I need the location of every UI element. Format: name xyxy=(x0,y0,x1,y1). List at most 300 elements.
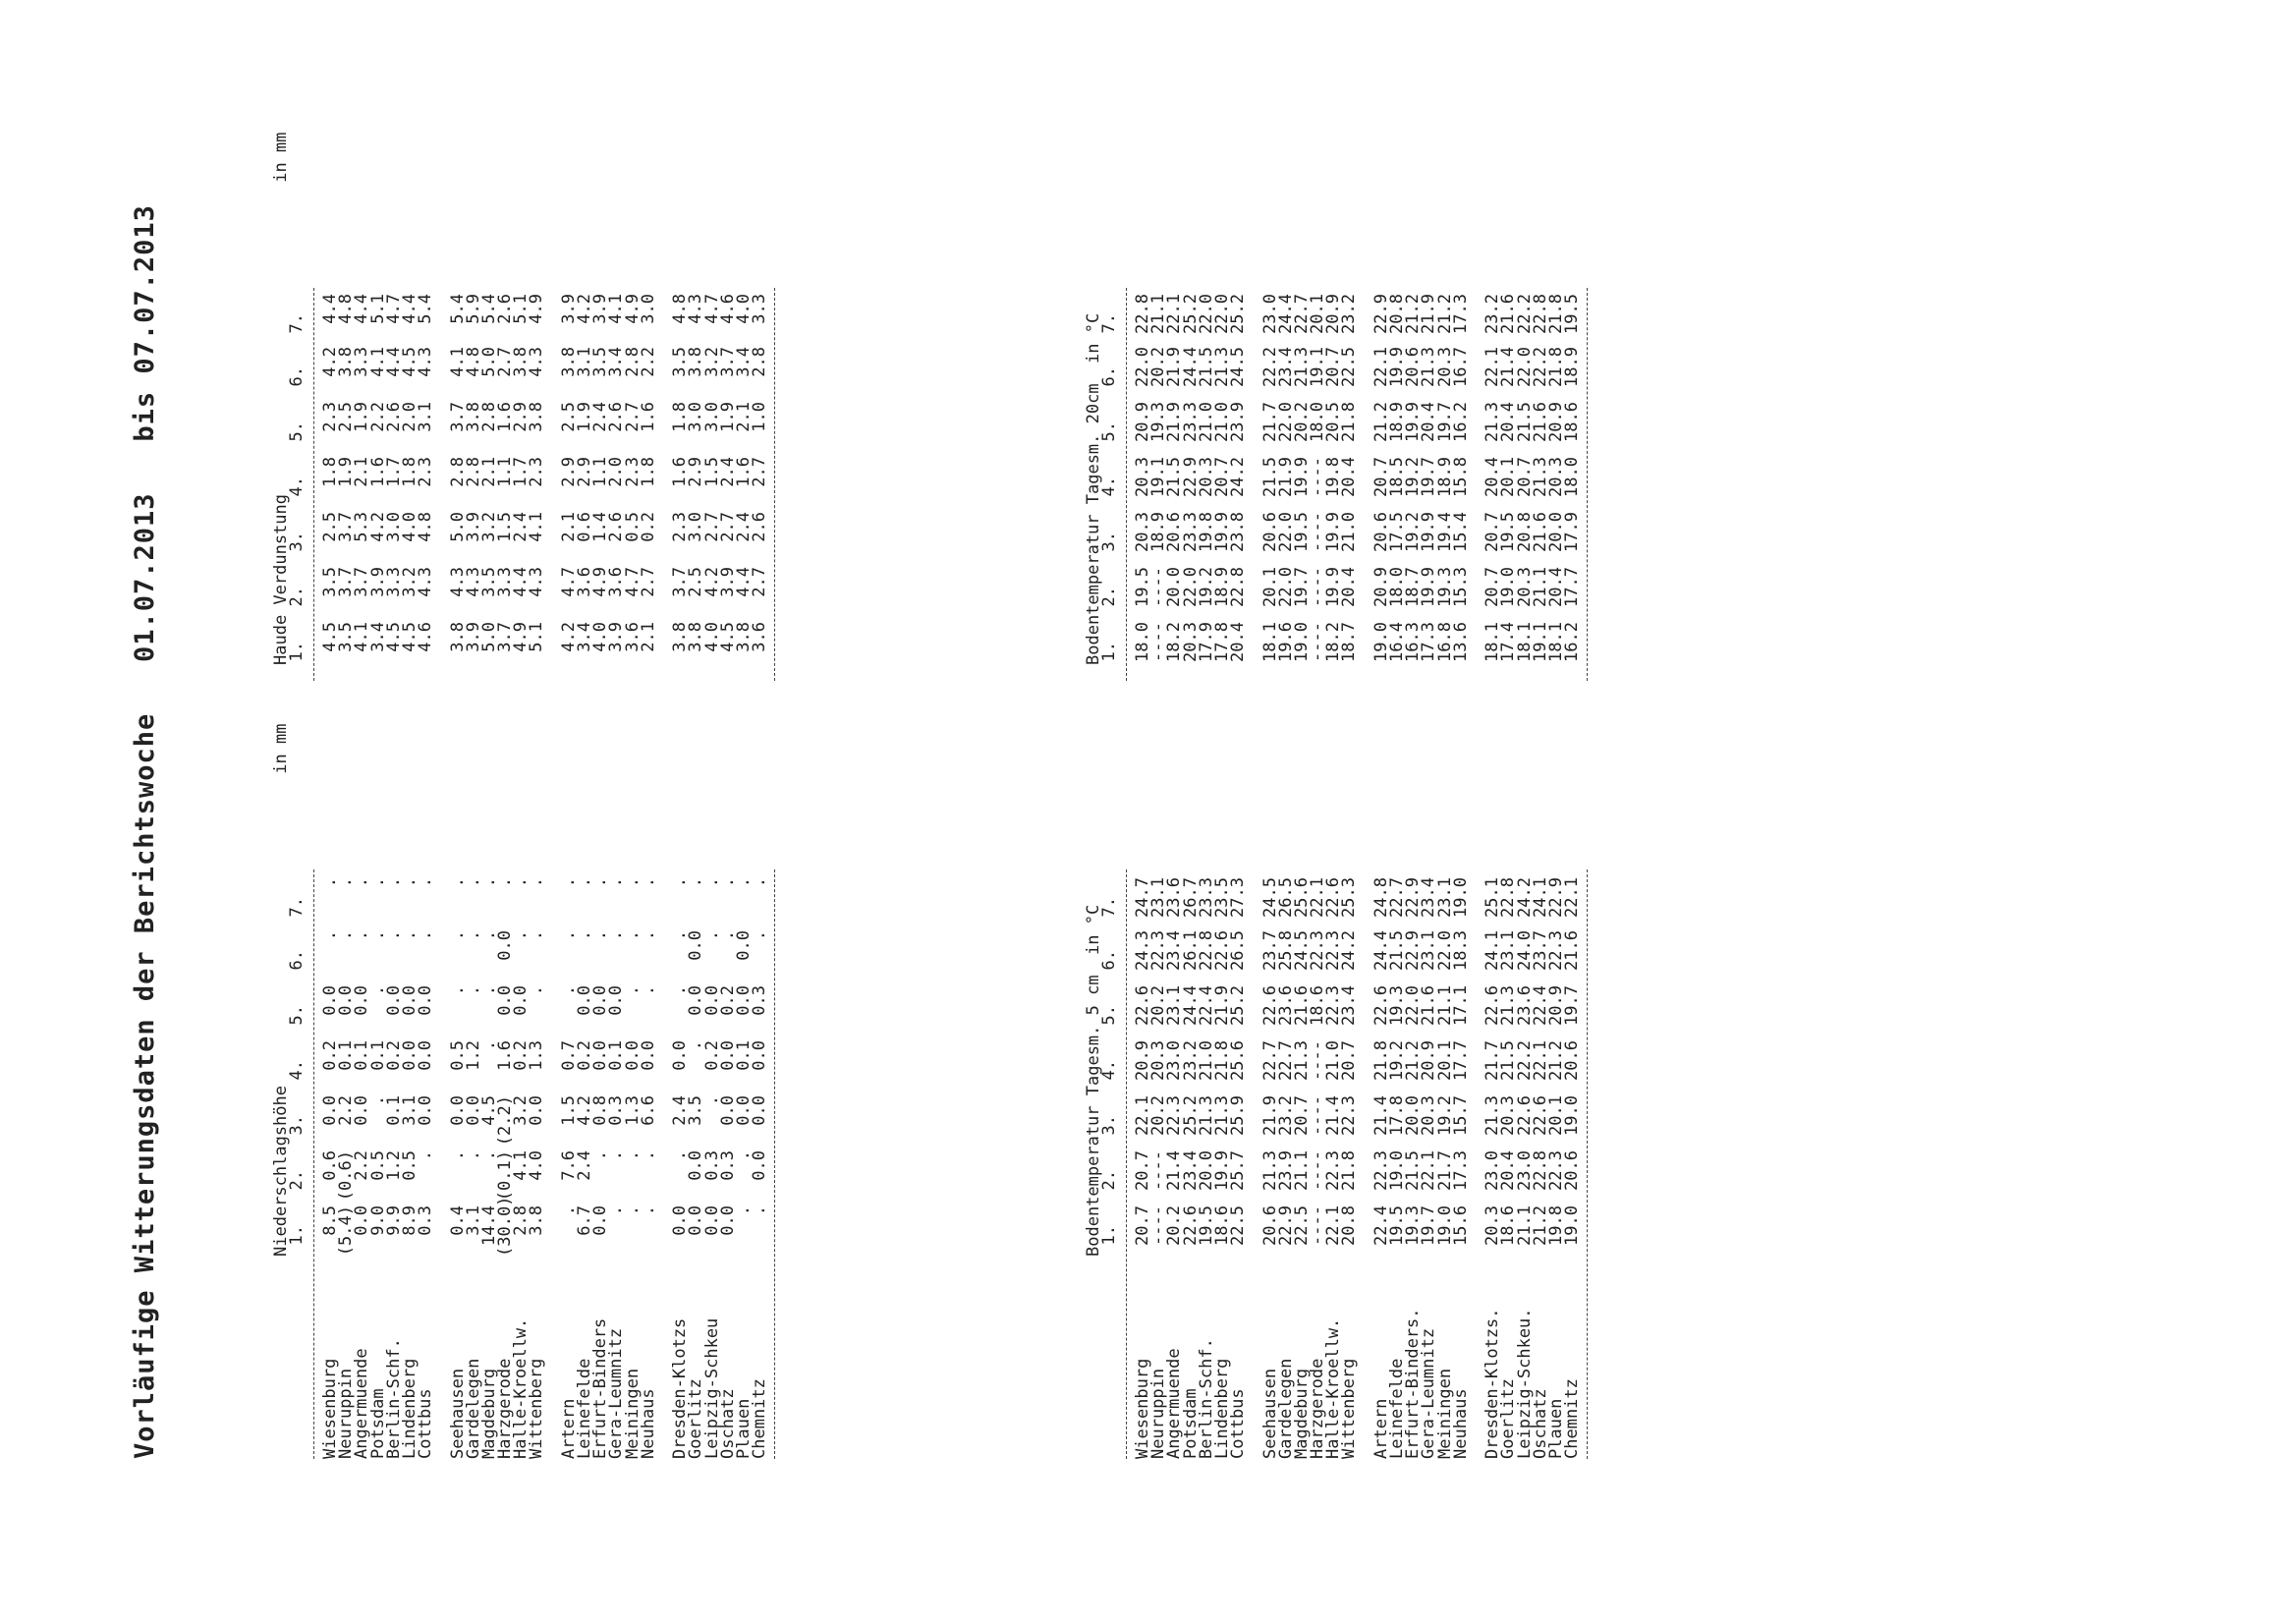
value-cell: 21.9 xyxy=(1211,985,1232,1026)
value-cell: 19.0 xyxy=(1434,1205,1455,1246)
value-cell: 5.1 xyxy=(367,294,388,324)
value-cell: 21.4 xyxy=(1498,347,1519,387)
value-cell: 18.0 xyxy=(1133,622,1152,662)
column-number: 7. xyxy=(287,897,307,918)
value-cell: 4.5 xyxy=(717,622,738,652)
value-cell: . xyxy=(463,877,483,888)
value-cell: 24.1 xyxy=(1530,877,1550,918)
value-cell: 4.1 xyxy=(606,294,627,324)
value-cell: 17.5 xyxy=(1387,512,1407,552)
station-name: Magdeburg xyxy=(1291,1368,1312,1459)
value-cell: 20.1 xyxy=(1498,457,1519,497)
station-name: Halle-Kroellw. xyxy=(511,1317,532,1459)
value-cell: 0.5 xyxy=(367,1150,388,1181)
value-cell: 22.2 xyxy=(1514,294,1535,334)
header-rule xyxy=(313,869,314,1459)
value-cell: 3.7 xyxy=(670,567,691,597)
value-cell: 23.4 xyxy=(1180,1150,1201,1191)
value-cell: . xyxy=(701,877,722,888)
value-cell: 22.6 xyxy=(1371,985,1391,1026)
value-cell: 20.6 xyxy=(1259,512,1280,552)
value-cell: 20.7 xyxy=(1323,347,1344,387)
station-name: Lindenberg xyxy=(1211,1358,1232,1459)
value-cell: 0.0 xyxy=(733,1095,754,1126)
station-row xyxy=(750,288,770,681)
station-name: Halle-Kroellw. xyxy=(1323,1317,1344,1459)
value-cell: 3.0 xyxy=(701,402,722,432)
value-cell: 19.0 xyxy=(1562,1205,1583,1246)
value-cell: 21.5 xyxy=(1514,402,1535,442)
station-name: Dresden-Klotzs. xyxy=(1483,1308,1503,1459)
value-cell: . xyxy=(447,1150,468,1161)
value-cell: 19.8 xyxy=(1196,512,1216,552)
value-cell: 3.6 xyxy=(606,567,627,597)
value-cell: 22.6 xyxy=(1133,985,1152,1026)
column-number: 7. xyxy=(1099,313,1119,334)
value-cell: 23.3 xyxy=(1180,512,1201,552)
value-cell: 22.7 xyxy=(1291,294,1312,334)
value-cell: . xyxy=(670,930,691,941)
value-cell: 2.1 xyxy=(352,457,372,487)
value-cell: 18.0 xyxy=(1562,457,1583,497)
value-cell: 4.7 xyxy=(701,294,722,324)
value-cell: 4.7 xyxy=(622,567,643,597)
value-cell: 0.6 xyxy=(320,1150,340,1181)
value-cell: 4.5 xyxy=(478,1095,499,1126)
panel-header: Haude Verdunstung in mm xyxy=(271,132,291,665)
value-cell: 5.0 xyxy=(478,622,499,652)
value-cell: 24.5 xyxy=(1291,930,1312,971)
value-cell: 3.5 xyxy=(590,347,611,377)
station-name: Neuruppin xyxy=(336,1368,357,1459)
value-cell: 18.9 xyxy=(1562,347,1583,387)
value-cell: 4.8 xyxy=(463,347,483,377)
value-cell: . xyxy=(527,877,547,888)
value-cell: 0.0 xyxy=(352,1205,372,1236)
value-cell: 20.4 xyxy=(1228,622,1249,662)
value-cell: 3.5 xyxy=(478,567,499,597)
value-cell: 0.0 xyxy=(590,1040,611,1071)
value-cell: . xyxy=(463,930,483,941)
value-cell: 22.0 xyxy=(1275,402,1296,442)
value-cell: 3.2 xyxy=(478,512,499,542)
value-cell: . xyxy=(367,985,388,996)
column-number: 6. xyxy=(287,950,307,971)
value-cell: 3.9 xyxy=(606,622,627,652)
value-cell: 4.4 xyxy=(399,294,420,324)
value-cell: 18.1 xyxy=(1514,622,1535,662)
column-number: 1. xyxy=(287,642,307,662)
value-cell: . xyxy=(527,930,547,941)
column-number-row xyxy=(1101,869,1117,1459)
value-cell: 20.1 xyxy=(1308,294,1328,334)
value-cell: 22.1 xyxy=(1323,1205,1344,1246)
value-cell: 25.2 xyxy=(1180,294,1201,334)
value-cell: 0.0 xyxy=(416,1095,436,1126)
value-cell: 0.5 xyxy=(447,1040,468,1071)
panel-body xyxy=(320,288,770,681)
value-cell: 3.0 xyxy=(638,294,658,324)
value-cell: 9.9 xyxy=(383,1205,404,1236)
value-cell: 0.0 xyxy=(416,1040,436,1071)
value-cell: 18.6 xyxy=(1308,985,1328,1026)
station-row xyxy=(416,288,436,681)
footer-rule xyxy=(774,869,775,1459)
value-cell: 19.8 xyxy=(1545,1205,1566,1246)
value-cell: 17.7 xyxy=(1562,567,1583,607)
value-cell: 20.6 xyxy=(1164,512,1185,552)
value-cell: 19.0 xyxy=(1371,622,1391,662)
value-cell: 0.0 xyxy=(622,1040,643,1071)
value-cell: ---- xyxy=(1308,567,1328,607)
column-number: 2. xyxy=(1099,587,1119,607)
value-cell: 19.5 xyxy=(1196,1205,1216,1246)
value-cell: 21.9 xyxy=(1164,402,1185,442)
value-cell: 25.3 xyxy=(1339,877,1360,918)
value-cell: 21.6 xyxy=(1530,512,1550,552)
value-cell: 4.9 xyxy=(590,567,611,597)
value-cell: 1.3 xyxy=(527,1040,547,1071)
value-cell: 19.7 xyxy=(1562,985,1583,1026)
station-row xyxy=(527,288,547,681)
value-cell: 3.7 xyxy=(495,622,516,652)
station-row xyxy=(638,869,658,1459)
value-cell: 22.9 xyxy=(1545,877,1566,918)
value-cell: 20.9 xyxy=(1419,1040,1439,1081)
value-cell: . xyxy=(383,930,404,941)
value-cell: 18.7 xyxy=(1403,567,1424,607)
value-cell: 3.6 xyxy=(575,567,594,597)
value-cell: 22.1 xyxy=(1562,877,1583,918)
value-cell: 23.9 xyxy=(1228,402,1249,442)
value-cell: . xyxy=(638,1205,658,1216)
value-cell: 22.3 xyxy=(1148,930,1169,971)
value-cell: 19.2 xyxy=(1403,512,1424,552)
value-cell: 4.5 xyxy=(399,622,420,652)
value-cell: 2.4 xyxy=(511,512,532,542)
column-number: 2. xyxy=(287,1170,307,1191)
value-cell: 21.9 xyxy=(1259,1095,1280,1136)
value-cell: 4.1 xyxy=(447,347,468,377)
value-cell: 19.8 xyxy=(1323,457,1344,497)
value-cell: . xyxy=(590,877,611,888)
value-cell: 0.1 xyxy=(606,1040,627,1071)
value-cell: 20.6 xyxy=(1259,1205,1280,1246)
value-cell: 2.2 xyxy=(336,1095,357,1126)
value-cell: . xyxy=(558,930,579,941)
value-cell: 3.3 xyxy=(352,347,372,377)
value-cell: 22.6 xyxy=(1323,877,1344,918)
value-cell: (0.1) xyxy=(495,1150,516,1202)
value-cell: 21.0 xyxy=(1211,402,1232,442)
value-cell: . xyxy=(447,877,468,888)
value-cell: 20.0 xyxy=(1164,567,1185,607)
station-name: Potsdam xyxy=(367,1388,388,1459)
value-cell: 0.0 xyxy=(686,930,706,961)
value-cell: 19.0 xyxy=(1562,1095,1583,1136)
value-cell: 3.7 xyxy=(352,567,372,597)
value-cell: 21.6 xyxy=(1291,985,1312,1026)
value-cell: 22.6 xyxy=(1530,1095,1550,1136)
value-cell: 21.3 xyxy=(1419,347,1439,387)
value-cell: 19.9 xyxy=(1211,512,1232,552)
value-cell: 17.1 xyxy=(1450,985,1471,1026)
value-cell: . xyxy=(416,930,436,941)
value-cell: 2.9 xyxy=(686,457,706,487)
value-cell: 24.4 xyxy=(1180,347,1201,387)
value-cell: 3.0 xyxy=(686,512,706,542)
station-name: Angermuende xyxy=(352,1348,372,1459)
value-cell: 0.0 xyxy=(670,1040,691,1071)
value-cell: 18.6 xyxy=(1211,1205,1232,1246)
value-cell: . xyxy=(495,877,516,888)
value-cell: 20.3 xyxy=(1180,622,1201,662)
value-cell: 2.8 xyxy=(447,457,468,487)
value-cell: 18.2 xyxy=(1164,622,1185,662)
column-number: 3. xyxy=(287,532,307,552)
value-cell: . xyxy=(590,1150,611,1161)
value-cell: 4.2 xyxy=(320,347,340,377)
value-cell: . xyxy=(638,1150,658,1161)
value-cell: 20.7 xyxy=(1514,457,1535,497)
station-row xyxy=(1339,869,1360,1459)
value-cell: 19.9 xyxy=(1403,402,1424,442)
value-cell: 1.3 xyxy=(622,1095,643,1126)
value-cell: 0.5 xyxy=(399,1150,420,1181)
value-cell: . xyxy=(478,985,499,996)
value-cell: 20.5 xyxy=(1323,402,1344,442)
value-cell: 19.2 xyxy=(1403,457,1424,497)
value-cell: 1.2 xyxy=(463,1040,483,1071)
value-cell: 23.0 xyxy=(1514,1150,1535,1191)
value-cell: 18.1 xyxy=(1483,622,1503,662)
value-cell: 2.1 xyxy=(478,457,499,487)
value-cell: 20.6 xyxy=(1562,1040,1583,1081)
value-cell: 22.0 xyxy=(1196,294,1216,334)
value-cell: 0.0 xyxy=(336,985,357,1016)
value-cell: 0.0 xyxy=(511,985,532,1016)
value-cell: 0.0 xyxy=(320,1095,340,1126)
station-name: Leinefelde xyxy=(575,1358,594,1459)
value-cell: 16.2 xyxy=(1562,622,1583,662)
station-name: Wittenberg xyxy=(1339,1358,1360,1459)
value-cell: 24.5 xyxy=(1259,877,1280,918)
value-cell: 21.3 xyxy=(1211,1095,1232,1136)
value-cell: 23.6 xyxy=(1164,877,1185,918)
value-cell: . xyxy=(733,1150,754,1161)
value-cell: . xyxy=(750,1205,770,1216)
value-cell: 25.2 xyxy=(1228,294,1249,334)
station-name: Artern xyxy=(558,1398,579,1459)
value-cell: 25.1 xyxy=(1483,877,1503,918)
value-cell: 20.7 xyxy=(1371,457,1391,497)
value-cell: 0.0 xyxy=(399,985,420,1016)
value-cell: 22.0 xyxy=(1275,567,1296,607)
station-name: Goerlitz xyxy=(1498,1378,1519,1459)
value-cell: 21.8 xyxy=(1339,1150,1360,1191)
value-cell: 2.0 xyxy=(399,402,420,432)
value-cell: 20.1 xyxy=(1545,1095,1566,1136)
value-cell: 14.4 xyxy=(478,1205,499,1246)
value-cell: 22.3 xyxy=(1323,930,1344,971)
value-cell: 1.4 xyxy=(590,512,611,542)
value-cell: 23.6 xyxy=(1275,985,1296,1026)
value-cell: 3.7 xyxy=(447,402,468,432)
value-cell: 26.5 xyxy=(1275,877,1296,918)
value-cell: ---- xyxy=(1308,1040,1328,1081)
value-cell: 26.7 xyxy=(1180,877,1201,918)
value-cell: 2.2 xyxy=(367,402,388,432)
value-cell: 2.5 xyxy=(686,567,706,597)
value-cell: 3.8 xyxy=(336,347,357,377)
value-cell: 19.0 xyxy=(1498,567,1519,607)
value-cell: 15.3 xyxy=(1450,567,1471,607)
value-cell: 4.8 xyxy=(416,512,436,542)
value-cell: 22.7 xyxy=(1259,1040,1280,1081)
value-cell: 2.8 xyxy=(750,347,770,377)
column-number: 2. xyxy=(1099,1170,1119,1191)
value-cell: 21.6 xyxy=(1498,294,1519,334)
value-cell: . xyxy=(367,877,388,888)
station-name: Oschatz xyxy=(717,1388,738,1459)
value-cell: 15.6 xyxy=(1450,1205,1471,1246)
value-cell: 22.9 xyxy=(1403,930,1424,971)
value-cell: 3.5 xyxy=(336,622,357,652)
value-cell: 23.7 xyxy=(1530,930,1550,971)
value-cell: . xyxy=(447,985,468,996)
value-cell: 23.4 xyxy=(1164,930,1185,971)
value-cell: 17.4 xyxy=(1498,622,1519,662)
value-cell: 26.5 xyxy=(1228,930,1249,971)
value-cell: 17.9 xyxy=(1196,622,1216,662)
value-cell: 23.7 xyxy=(1259,930,1280,971)
value-cell: 1.6 xyxy=(733,457,754,487)
value-cell: 8.5 xyxy=(320,1205,340,1236)
value-cell: 22.6 xyxy=(1483,985,1503,1026)
value-cell: 4.7 xyxy=(558,567,579,597)
value-cell: 18.3 xyxy=(1450,930,1471,971)
value-cell: 2.7 xyxy=(622,402,643,432)
value-cell: 21.3 xyxy=(1211,347,1232,387)
value-cell: 21.6 xyxy=(1530,402,1550,442)
value-cell: . xyxy=(606,1205,627,1216)
value-cell: 3.1 xyxy=(575,347,594,377)
value-cell: 20.3 xyxy=(1434,347,1455,387)
value-cell: 0.0 xyxy=(701,985,722,1016)
value-cell: 16.7 xyxy=(1450,347,1471,387)
value-cell: 22.0 xyxy=(1275,512,1296,552)
value-cell: 0.0 xyxy=(606,985,627,1016)
value-cell: 4.3 xyxy=(447,567,468,597)
value-cell: 22.9 xyxy=(1275,1205,1296,1246)
value-cell: 0.0 xyxy=(686,1150,706,1181)
value-cell: 0.7 xyxy=(558,1040,579,1071)
value-cell: 20.3 xyxy=(1514,567,1535,607)
value-cell: 21.5 xyxy=(1403,1150,1424,1191)
value-cell: 4.5 xyxy=(399,347,420,377)
value-cell: . xyxy=(717,877,738,888)
value-cell: . xyxy=(558,877,579,888)
value-cell: 19.0 xyxy=(1387,1150,1407,1191)
value-cell: 2.5 xyxy=(336,402,357,432)
value-cell: 2.2 xyxy=(638,347,658,377)
value-cell: . xyxy=(383,877,404,888)
value-cell: 21.4 xyxy=(1323,1095,1344,1136)
column-number: 4. xyxy=(287,1060,307,1081)
value-cell: 24.4 xyxy=(1180,985,1201,1026)
value-cell: 1.8 xyxy=(638,457,658,487)
value-cell: 22.0 xyxy=(1434,930,1455,971)
value-cell: 2.4 xyxy=(670,1095,691,1126)
value-cell: 2.9 xyxy=(511,402,532,432)
value-cell: . xyxy=(750,930,770,941)
value-cell: 2.7 xyxy=(638,567,658,597)
value-cell: 23.4 xyxy=(1275,347,1296,387)
value-cell: 3.1 xyxy=(463,1205,483,1236)
value-cell: 21.6 xyxy=(1562,930,1583,971)
value-cell: 23.4 xyxy=(1419,877,1439,918)
value-cell: 22.4 xyxy=(1371,1205,1391,1246)
value-cell: ---- xyxy=(1308,622,1328,662)
value-cell: 3.8 xyxy=(733,622,754,652)
value-cell: 23.2 xyxy=(1275,1095,1296,1136)
value-cell: 0.3 xyxy=(416,1205,436,1236)
value-cell: 7.6 xyxy=(558,1150,579,1181)
station-name: Oschatz xyxy=(1530,1388,1550,1459)
value-cell: 4.4 xyxy=(383,347,404,377)
column-number: 7. xyxy=(1099,897,1119,918)
value-cell: 21.1 xyxy=(1291,1150,1312,1191)
value-cell: ---- xyxy=(1308,1150,1328,1191)
value-cell: . xyxy=(511,877,532,888)
value-cell: 20.4 xyxy=(1339,457,1360,497)
value-cell: 22.3 xyxy=(1164,1095,1185,1136)
value-cell: 18.1 xyxy=(1545,622,1566,662)
value-cell: 20.9 xyxy=(1545,985,1566,1026)
value-cell: . xyxy=(352,930,372,941)
value-cell: 4.8 xyxy=(670,294,691,324)
value-cell: 8.9 xyxy=(399,1205,420,1236)
value-cell: 2.3 xyxy=(320,402,340,432)
value-cell: 0.0 xyxy=(717,1205,738,1236)
station-name: Leipzig-Schkeu xyxy=(701,1317,722,1459)
value-cell: 20.2 xyxy=(1164,1205,1185,1246)
value-cell: 4.3 xyxy=(463,567,483,597)
value-cell: 25.9 xyxy=(1228,1095,1249,1136)
value-cell: 24.4 xyxy=(1371,930,1391,971)
value-cell: 16.2 xyxy=(1450,402,1471,442)
value-cell: 3.9 xyxy=(463,512,483,542)
value-cell: 23.1 xyxy=(1164,985,1185,1026)
value-cell: 20.4 xyxy=(1419,402,1439,442)
value-cell: 21.9 xyxy=(1164,347,1185,387)
value-cell: 2.6 xyxy=(383,402,404,432)
footer-rule xyxy=(1587,288,1588,681)
value-cell: 2.1 xyxy=(733,402,754,432)
value-cell: 20.7 xyxy=(1483,567,1503,607)
value-cell: 22.3 xyxy=(1323,985,1344,1026)
value-cell: ---- xyxy=(1148,567,1169,607)
value-cell: 22.1 xyxy=(1164,294,1185,334)
station-name: Harzgerode xyxy=(1308,1358,1328,1459)
value-cell: 21.3 xyxy=(1291,347,1312,387)
value-cell: 20.3 xyxy=(1483,1205,1503,1246)
value-cell: 3.9 xyxy=(717,567,738,597)
value-cell: 2.1 xyxy=(558,512,579,542)
value-cell: 19.5 xyxy=(1291,512,1312,552)
value-cell: 20.3 xyxy=(1133,457,1152,497)
value-cell: (30.0) xyxy=(495,1196,516,1257)
